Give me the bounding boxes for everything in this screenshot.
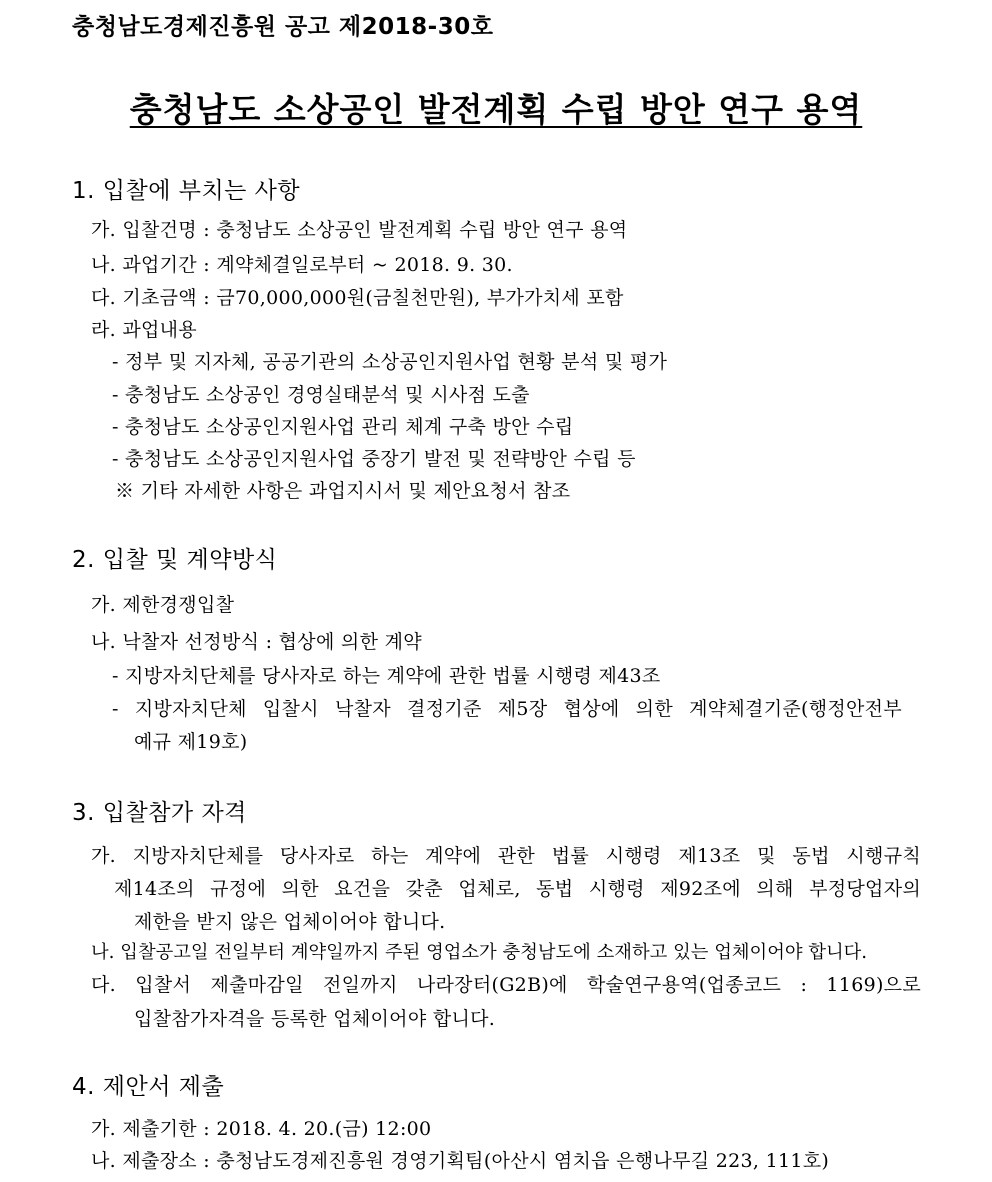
section-1-line: 다. 기초금액 : 금70,000,000원(금칠천만원), 부가가치세 포함 — [91, 287, 624, 309]
section-2-bullet-cont: 예규 제19호) — [134, 731, 248, 753]
section-3-line-cont: 제한을 받지 않은 업체이어야 합니다. — [134, 911, 446, 933]
section-3-line: 가. 지방자치단체를 당사자로 하는 계약에 관한 법률 시행령 제13조 및 동법 시행규칙 — [91, 845, 921, 867]
section-1-bullet: - 충청남도 소상공인 경영실태분석 및 시사점 도출 — [112, 384, 530, 406]
section-1-bullet: - 정부 및 지자체, 공공기관의 소상공인지원사업 현황 분석 및 평가 — [112, 351, 668, 373]
section-heading-3: 3. 입찰참가 자격 — [72, 800, 247, 826]
section-2-bullet: - 지방자치단체를 당사자로 하는 계약에 관한 법률 시행령 제43조 — [112, 665, 661, 687]
section-1-bullet: - 충청남도 소상공인지원사업 중장기 발전 및 전략방안 수립 등 — [112, 448, 636, 470]
section-1-note: ※ 기타 자세한 사항은 과업지시서 및 제안요청서 참조 — [115, 480, 571, 502]
section-3-line: 나. 입찰공고일 전일부터 계약일까지 주된 영업소가 충청남도에 소재하고 있는 업체이어야 합니다. — [91, 942, 868, 963]
section-2-line: 가. 제한경쟁입찰 — [91, 594, 235, 616]
section-heading-1: 1. 입찰에 부치는 사항 — [72, 178, 301, 204]
section-2-bullet: - 지방자치단체 입찰시 낙찰자 결정기준 제5장 협상에 의한 계약체결기준(행정안전부 — [112, 698, 902, 720]
section-3-line: 다. 입찰서 제출마감일 전일까지 나라장터(G2B)에 학술연구용역(업종코드 : 1169)으로 — [91, 974, 921, 996]
section-heading-2: 2. 입찰 및 계약방식 — [72, 547, 278, 573]
section-3-line-cont: 제14조의 규정에 의한 요건을 갖춘 업체로, 동법 시행령 제92조에 의해 부정당업자의 — [114, 878, 921, 900]
section-2-line: 나. 낙찰자 선정방식 : 협상에 의한 계약 — [91, 631, 422, 653]
section-1-line: 라. 과업내용 — [91, 319, 197, 341]
section-4-line: 가. 제출기한 : 2018. 4. 20.(금) 12:00 — [91, 1118, 432, 1140]
section-1-line: 가. 입찰건명 : 충청남도 소상공인 발전계획 수립 방안 연구 용역 — [91, 219, 628, 241]
section-heading-4: 4. 제안서 제출 — [72, 1074, 225, 1100]
section-3-line-cont: 입찰참가자격을 등록한 업체이어야 합니다. — [134, 1008, 496, 1030]
document-title-text: 충청남도 소상공인 발전계획 수립 방안 연구 용역 — [129, 90, 863, 129]
section-4-line: 나. 제출장소 : 충청남도경제진흥원 경영기획팀(아산시 염치읍 은행나무길 223, 111호) — [91, 1150, 830, 1172]
section-1-bullet: - 충청남도 소상공인지원사업 관리 체계 구축 방안 수립 — [112, 416, 574, 438]
section-1-line: 나. 과업기간 : 계약체결일로부터 ~ 2018. 9. 30. — [91, 254, 513, 276]
notice-number: 충청남도경제진흥원 공고 제2018-30호 — [72, 14, 494, 40]
document-title — [0, 84, 992, 131]
